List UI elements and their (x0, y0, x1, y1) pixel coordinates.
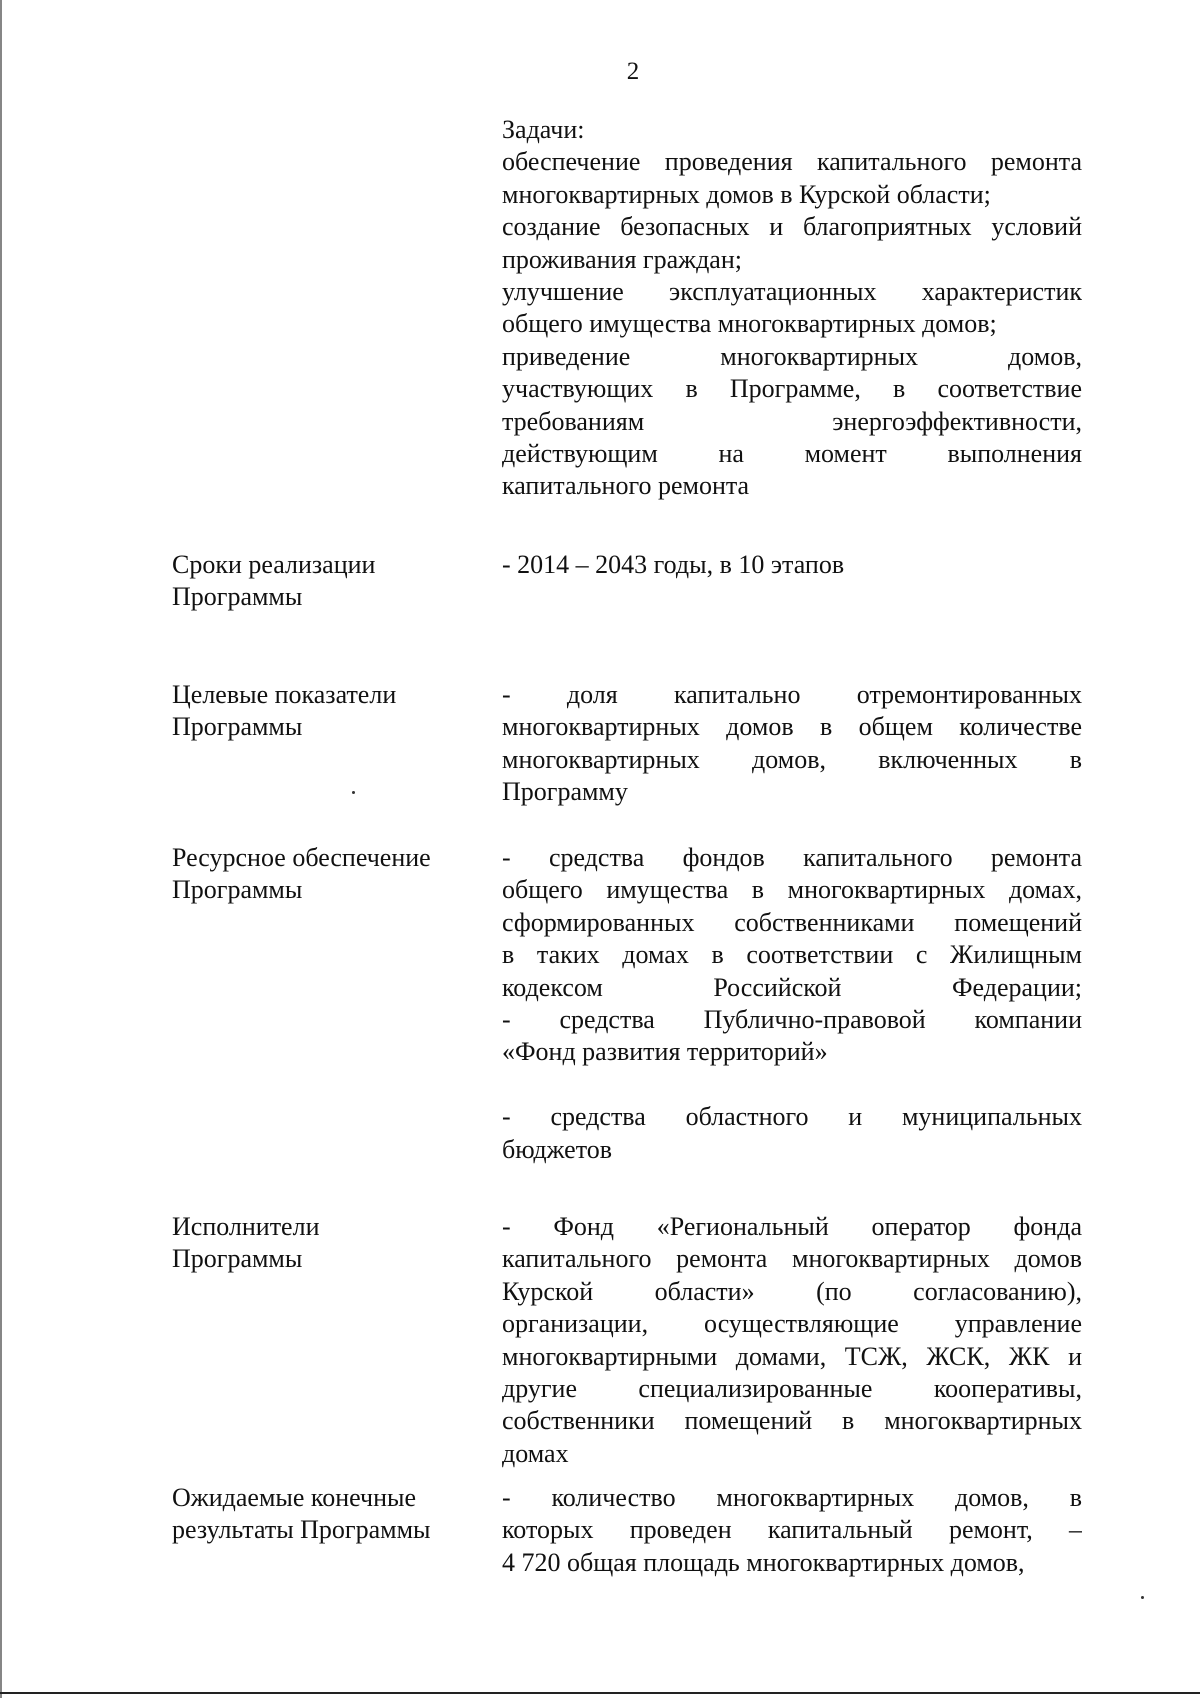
text-line: требованиям энергоэффективности, (502, 406, 1082, 436)
scan-edge-left (0, 0, 2, 1698)
text-line: в таких домах в соответствии с Жилищным (502, 940, 1082, 970)
text-line: Программы (172, 875, 303, 905)
text-line: обеспечение проведения капитального ремонта (502, 147, 1082, 177)
page-number: 2 (626, 58, 640, 85)
text-line: собственники помещений в многоквартирных (502, 1406, 1082, 1436)
text-line: - количество многоквартирных домов, в (502, 1483, 1082, 1512)
section-label-results (172, 1482, 472, 1547)
section-value-resources (502, 842, 1082, 1166)
text-line: - средства областного и муниципальных (502, 1102, 1082, 1132)
text-line: капитального ремонта многоквартирных домов (502, 1244, 1082, 1274)
text-line: Исполнители (172, 1212, 320, 1241)
scan-edge-bottom (0, 1692, 1200, 1694)
section-value-executors (502, 1211, 1082, 1470)
tasks-heading: Задачи: (502, 115, 585, 144)
text-line: - Фонд «Региональный оператор фонда (502, 1212, 1082, 1241)
section-value-targets (502, 679, 1082, 809)
section-label-executors (172, 1211, 472, 1276)
text-line: бюджетов (502, 1134, 613, 1164)
text-line: - 2014 – 2043 годы, в 10 этапов (502, 550, 845, 579)
text-line: Сроки реализации (172, 550, 376, 579)
text-line: Ресурсное обеспечение (172, 843, 431, 872)
section-label-targets (172, 679, 472, 744)
text-line: проживания граждан; (502, 244, 742, 274)
text-line: «Фонд развития территорий» (502, 1037, 828, 1067)
section-value-terms (502, 549, 1082, 581)
text-line (502, 1069, 1082, 1101)
text-line: Программы (172, 1244, 303, 1274)
text-line: которых проведен капитальный ремонт, – (502, 1515, 1082, 1545)
section-label-terms (172, 549, 472, 614)
text-line: приведение многоквартирных домов, (502, 341, 1082, 371)
text-line: многоквартирных домов в общем количестве (502, 712, 1082, 742)
text-line: улучшение эксплуатационных характеристик (502, 276, 1082, 306)
scan-speck (352, 791, 355, 794)
text-line: многоквартирных домов в Курской области; (502, 179, 991, 209)
text-line: создание безопасных и благоприятных условий (502, 212, 1082, 242)
text-line: - доля капитально отремонтированных (502, 680, 1082, 709)
text-line: капитального ремонта (502, 471, 750, 501)
text-line: Ожидаемые конечные (172, 1483, 417, 1512)
text-line: результаты Программы (172, 1515, 431, 1545)
text-line: организации, осуществляющие управление (502, 1309, 1082, 1339)
section-value-results (502, 1482, 1082, 1579)
text-line: 4 720 общая площадь многоквартирных домов, (502, 1547, 1025, 1577)
section-label-resources (172, 842, 472, 907)
text-line: Программы (172, 712, 303, 742)
text-line: сформированных собственниками помещений (502, 907, 1082, 937)
text-line: Курской области» (по согласованию), (502, 1276, 1082, 1306)
text-line: - средства фондов капитального ремонта (502, 843, 1082, 872)
text-line: Программы (172, 582, 303, 612)
scan-speck (1141, 1596, 1144, 1599)
text-line: кодексом Российской Федерации; (502, 972, 1082, 1002)
text-line: - средства Публично-правовой компании (502, 1004, 1082, 1034)
tasks-block (502, 114, 1082, 503)
text-line: Программу (502, 777, 628, 807)
text-line: многоквартирных домов, включенных в (502, 744, 1082, 774)
text-line: действующим на момент выполнения (502, 438, 1082, 468)
text-line: общего имущества в многоквартирных домах, (502, 875, 1082, 905)
text-line: многоквартирными домами, ТСЖ, ЖСК, ЖК и (502, 1341, 1082, 1371)
text-line: домах (502, 1438, 569, 1468)
text-line: другие специализированные кооперативы, (502, 1373, 1082, 1403)
text-line: общего имущества многоквартирных домов; (502, 309, 997, 339)
text-line: Целевые показатели (172, 680, 397, 709)
text-line: участвующих в Программе, в соответствие (502, 374, 1082, 404)
